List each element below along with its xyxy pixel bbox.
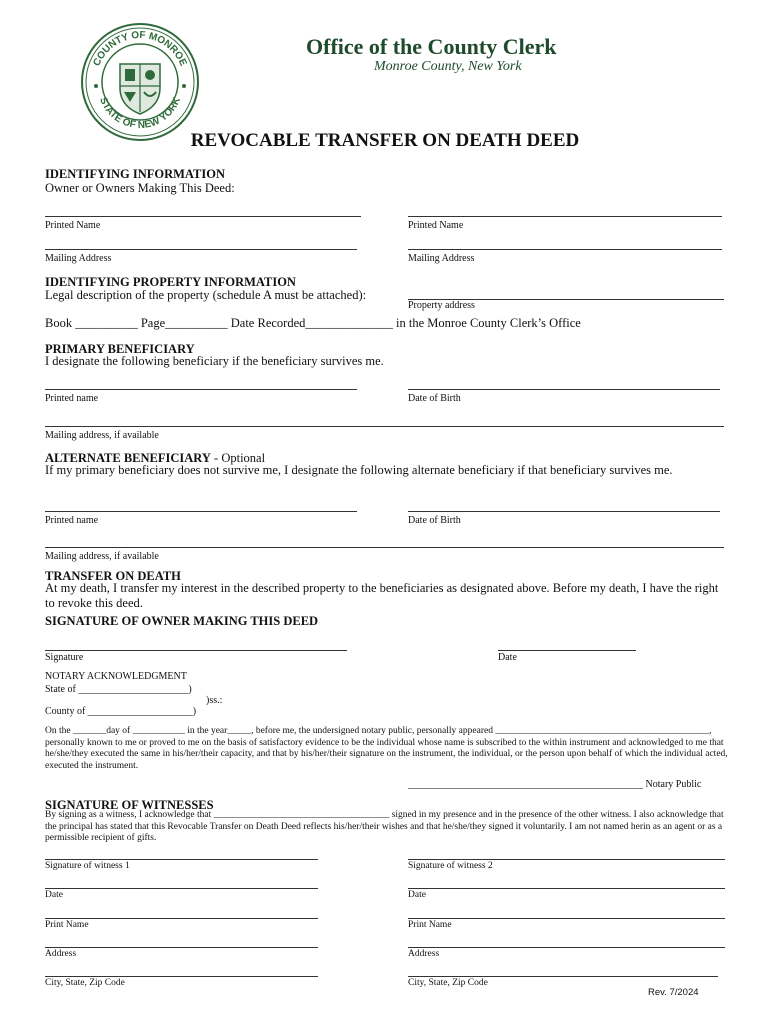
witness-1-print-line[interactable] (45, 918, 318, 919)
witness-1-address-label: Address (45, 949, 77, 959)
owner-signature-heading: SIGNATURE OF OWNER MAKING THIS DEED (45, 614, 319, 628)
printed-name-label-1: Printed Name (45, 220, 101, 231)
primary-mailing-line[interactable] (45, 426, 724, 427)
printed-name-label-2: Printed Name (408, 220, 464, 231)
witness-2-address-line[interactable] (408, 947, 725, 948)
primary-beneficiary-text: I designate the following beneficiary if the beneficiary survives me. (45, 354, 384, 368)
witness-2-date-label: Date (408, 890, 426, 900)
primary-dob-label: Date of Birth (408, 393, 461, 404)
transfer-heading: TRANSFER ON DEATH (45, 569, 181, 583)
county-subtitle: Monroe County, New York (374, 59, 522, 74)
owner-name-1-line[interactable] (45, 216, 361, 217)
mailing-address-label-2: Mailing Address (408, 253, 475, 264)
alternate-heading-text: ALTERNATE BENEFICIARY (45, 451, 211, 465)
alternate-mailing-line[interactable] (45, 547, 724, 548)
alternate-dob-line[interactable] (408, 511, 720, 512)
owner-date-line[interactable] (498, 650, 636, 651)
property-address-label: Property address (408, 300, 475, 311)
witness-1-print-label: Print Name (45, 920, 89, 930)
primary-printed-name-label: Printed name (45, 393, 99, 404)
book-page-line[interactable]: Book __________ Page__________ Date Recorded______________ in the Monroe County Clerk’s Office (45, 316, 581, 330)
seal-bottom-text: STATE OF NEW YORK (97, 95, 183, 132)
signature-label: Signature (45, 652, 84, 663)
alternate-mailing-label: Mailing address, if available (45, 551, 159, 562)
alternate-printed-name-label: Printed name (45, 515, 99, 526)
alternate-name-line[interactable] (45, 511, 357, 512)
notary-heading: NOTARY ACKNOWLEDGMENT (45, 671, 187, 682)
date-label: Date (498, 652, 517, 663)
witness-2-city-line[interactable] (408, 976, 718, 977)
notary-ss: )ss.: (206, 695, 223, 706)
notary-state-line[interactable]: State of ______________________) (45, 684, 192, 695)
owner-address-2-line[interactable] (408, 249, 722, 250)
witness-2-signature-label: Signature of witness 2 (408, 861, 493, 871)
alternate-dob-label: Date of Birth (408, 515, 461, 526)
seal-top-text: COUNTY OF MONROE (91, 29, 189, 68)
notary-county-line[interactable]: County of _____________________) (45, 706, 197, 717)
property-heading: IDENTIFYING PROPERTY INFORMATION (45, 275, 296, 289)
owner-signature-line[interactable] (45, 650, 347, 651)
county-seal (80, 22, 200, 142)
transfer-text: At my death, I transfer my interest in the described property to the beneficiaries as designated above. Before my death, I have the right to revoke this deed. (45, 581, 719, 610)
notary-body: On the _______day of ___________ in the year_____, before me, the undersigned notary public, personally appeared _____________________________________________, personally known to me or proved to me on the basis of satisfactory evidence to be the individual whose name is subscribed to the within instrument and acknowledged to me that he/she/they executed the same in his/her/their capacity, and that by his/her/their signature on the instrument, the individual, or the person upon behalf of which the individual acted, executed the instrument. (45, 726, 728, 771)
alternate-optional-text: - Optional (210, 451, 266, 465)
office-title: Office of the County Clerk (306, 34, 557, 59)
mailing-address-label-1: Mailing Address (45, 253, 112, 264)
witness-2-date-line[interactable] (408, 888, 725, 889)
witness-1-signature-line[interactable] (45, 859, 318, 860)
primary-beneficiary-heading: PRIMARY BENEFICIARY (45, 342, 195, 356)
witness-1-address-line[interactable] (45, 947, 318, 948)
primary-mailing-label: Mailing address, if available (45, 430, 159, 441)
alternate-beneficiary-text: If my primary beneficiary does not survive me, I designate the following alternate beneficiary if that beneficiary survives me. (45, 463, 673, 477)
owner-name-2-line[interactable] (408, 216, 722, 217)
primary-dob-line[interactable] (408, 389, 720, 390)
witness-2-address-label: Address (408, 949, 440, 959)
witnesses-heading: SIGNATURE OF WITNESSES (45, 798, 214, 812)
owner-address-1-line[interactable] (45, 249, 357, 250)
identifying-heading: IDENTIFYING INFORMATION (45, 167, 225, 181)
primary-name-line[interactable] (45, 389, 357, 390)
witness-2-signature-line[interactable] (408, 859, 725, 860)
witness-1-city-line[interactable] (45, 976, 318, 977)
witness-1-date-line[interactable] (45, 888, 318, 889)
document-title: REVOCABLE TRANSFER ON DEATH DEED (190, 130, 580, 151)
legal-description-label: Legal description of the property (schedule A must be attached): (45, 288, 367, 302)
witness-1-city-label: City, State, Zip Code (45, 978, 125, 988)
witness-1-signature-label: Signature of witness 1 (45, 861, 130, 871)
witness-2-print-label: Print Name (408, 920, 452, 930)
witness-2-city-label: City, State, Zip Code (408, 978, 488, 988)
notary-public-line[interactable]: _______________________________________________ Notary Public (408, 779, 702, 790)
witness-2-print-line[interactable] (408, 918, 725, 919)
revision-label: Rev. 7/2024 (648, 987, 699, 998)
witness-1-date-label: Date (45, 890, 63, 900)
identifying-subtitle: Owner or Owners Making This Deed: (45, 181, 235, 195)
witnesses-text: By signing as a witness, I acknowledge that _____________________________________ signed in my presence and in the presence of the other witness. I also acknowledge that the principal has stated that this Revocable Transfer on Death Deed reflects his/her/their wishes and that he/she/they signed it voluntarily. I am not named herin as an agent or as a permissible recipient of gifts. (45, 810, 724, 843)
